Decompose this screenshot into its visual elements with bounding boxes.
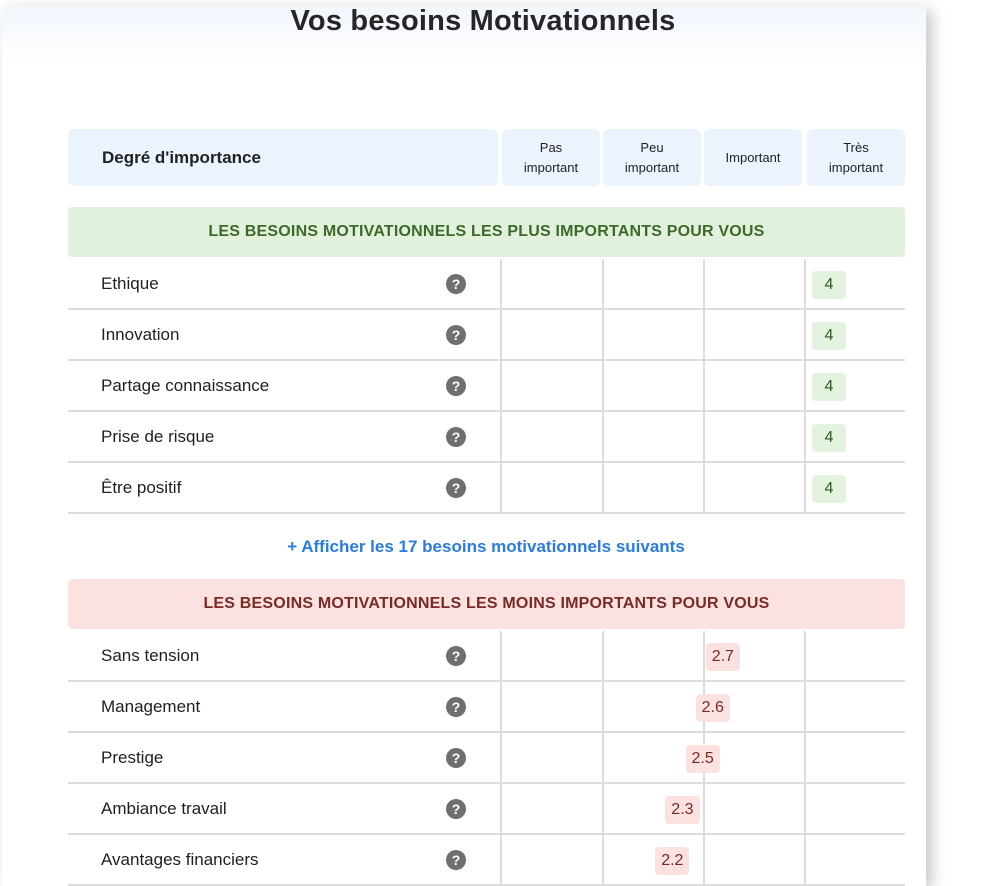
table-row (68, 361, 905, 412)
need-label: Innovation (101, 325, 180, 344)
score-badge: 4 (812, 424, 846, 452)
column-divider (804, 631, 806, 680)
column-divider (500, 631, 502, 680)
column-divider (500, 733, 502, 782)
score-badge: 2.5 (686, 745, 720, 773)
table-row (68, 412, 905, 463)
column-divider (703, 259, 705, 308)
table-row (68, 310, 905, 361)
question-circle-icon[interactable]: ? (446, 427, 466, 447)
column-divider (602, 259, 604, 308)
least-important-banner: LES BESOINS MOTIVATIONNELS LES MOINS IMPORTANTS POUR VOUS (68, 579, 905, 629)
question-circle-icon[interactable]: ? (446, 697, 466, 717)
question-circle-icon[interactable]: ? (446, 478, 466, 498)
table-row (68, 835, 905, 886)
column-divider (703, 631, 705, 680)
table-row (68, 682, 905, 733)
column-divider (500, 463, 502, 512)
most-important-list (68, 259, 905, 514)
column-divider (804, 310, 806, 359)
column-divider (804, 463, 806, 512)
column-divider (804, 682, 806, 731)
need-label: Être positif (101, 478, 182, 497)
column-divider (602, 310, 604, 359)
header-col-tres-important: Très important (807, 129, 905, 186)
column-divider (602, 682, 604, 731)
column-divider (703, 784, 705, 833)
column-divider (804, 784, 806, 833)
question-circle-icon[interactable]: ? (446, 799, 466, 819)
question-circle-icon[interactable]: ? (446, 646, 466, 666)
question-circle-icon[interactable]: ? (446, 850, 466, 870)
header-importance-label: Degré d'importance (68, 129, 498, 186)
need-label: Partage connaissance (101, 376, 270, 395)
score-badge: 2.7 (706, 643, 740, 671)
column-divider (500, 835, 502, 884)
column-divider (500, 412, 502, 461)
column-divider (602, 361, 604, 410)
header-col-pas-important: Pas important (502, 129, 600, 186)
need-label: Management (101, 697, 201, 716)
column-divider (804, 259, 806, 308)
need-label: Prestige (101, 748, 164, 767)
score-badge: 2.3 (665, 796, 699, 824)
column-divider (602, 835, 604, 884)
page-title: Vos besoins Motivationnels (290, 5, 676, 37)
column-divider (804, 835, 806, 884)
column-divider (602, 733, 604, 782)
need-label: Ambiance travail (101, 799, 227, 818)
question-circle-icon[interactable]: ? (446, 376, 466, 396)
column-divider (703, 412, 705, 461)
need-label: Ethique (101, 274, 159, 293)
least-important-list (68, 631, 905, 886)
question-circle-icon[interactable]: ? (446, 274, 466, 294)
column-divider (703, 835, 705, 884)
table-row (68, 259, 905, 310)
column-divider (602, 631, 604, 680)
column-divider (500, 259, 502, 308)
column-divider (703, 310, 705, 359)
score-badge: 4 (812, 322, 846, 350)
column-divider (500, 361, 502, 410)
header-col-peu-important: Peu important (603, 129, 701, 186)
column-divider (500, 310, 502, 359)
column-divider (804, 412, 806, 461)
table-row (68, 784, 905, 835)
column-divider (602, 412, 604, 461)
column-divider (602, 784, 604, 833)
column-divider (703, 361, 705, 410)
table-row (68, 463, 905, 514)
score-badge: 4 (812, 271, 846, 299)
score-badge: 4 (812, 373, 846, 401)
column-divider (703, 463, 705, 512)
column-divider (500, 784, 502, 833)
score-badge: 2.2 (655, 847, 689, 875)
column-divider (500, 682, 502, 731)
most-important-banner: LES BESOINS MOTIVATIONNELS LES PLUS IMPORTANTS POUR VOUS (68, 207, 905, 257)
need-label: Avantages financiers (101, 850, 259, 869)
show-more-link[interactable]: + Afficher les 17 besoins motivationnels suivants (287, 537, 685, 556)
table-row (68, 631, 905, 682)
question-circle-icon[interactable]: ? (446, 748, 466, 768)
need-label: Prise de risque (101, 427, 215, 446)
column-divider (804, 733, 806, 782)
score-badge: 2.6 (696, 694, 730, 722)
column-divider (602, 463, 604, 512)
header-col-important: Important (704, 129, 802, 186)
need-label: Sans tension (101, 646, 200, 665)
column-divider (804, 361, 806, 410)
question-circle-icon[interactable]: ? (446, 325, 466, 345)
score-badge: 4 (812, 475, 846, 503)
table-row (68, 733, 905, 784)
